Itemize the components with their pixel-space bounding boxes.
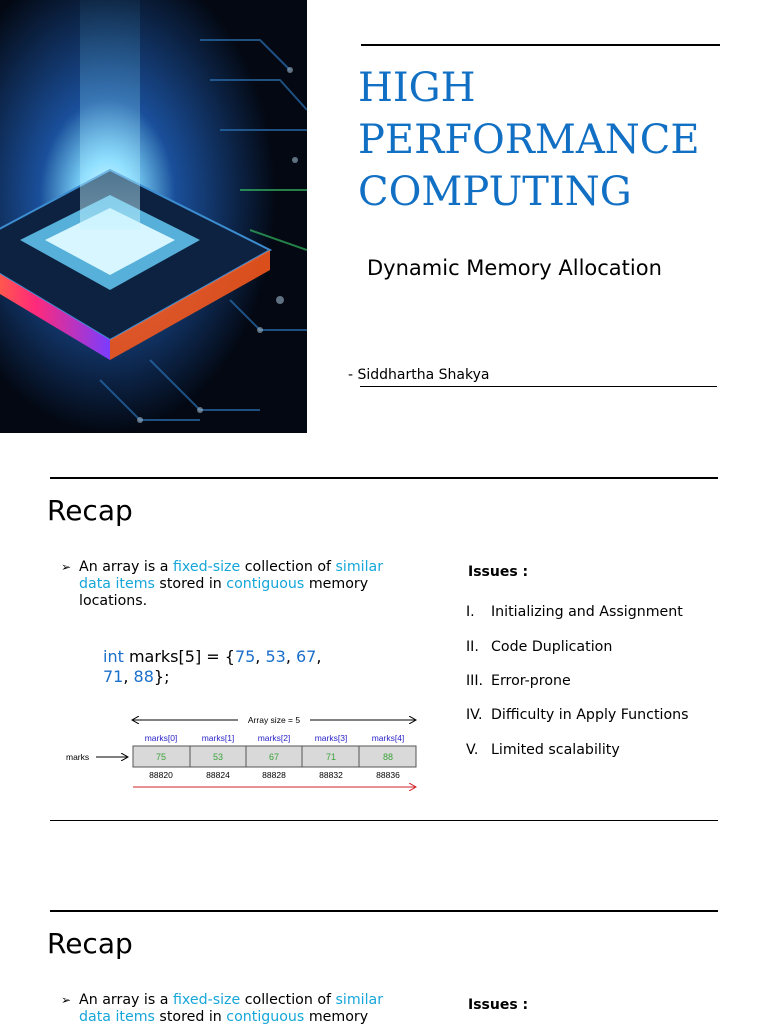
slide-heading: Recap — [47, 927, 133, 960]
index-label: marks[2] — [257, 733, 291, 743]
presentation-title — [358, 62, 738, 218]
bullet-text: An array is a fixed-size collection of similar data items stored in contiguous memory locations. — [79, 559, 384, 609]
memory-address: 88832 — [319, 770, 343, 780]
author-underline — [360, 386, 717, 387]
array-memory-diagram — [60, 710, 430, 800]
bullet-arrow-icon: ➢ — [61, 993, 72, 1007]
issue-item: V. Limited scalability — [466, 742, 620, 758]
cell-value: 75 — [155, 752, 167, 762]
cpu-chip-illustration — [0, 0, 307, 433]
cell-value: 88 — [382, 752, 394, 762]
issues-title: Issues : — [468, 997, 529, 1013]
index-label: marks[1] — [201, 733, 235, 743]
title-line-1: HIGH — [358, 65, 476, 111]
cell-value: 53 — [212, 752, 224, 762]
slide-bottom-rule — [50, 820, 718, 821]
array-declaration-code: int marks[5] = {75, 53, 67, 71, 88}; — [103, 647, 322, 686]
cell-value: 71 — [325, 752, 337, 762]
index-label: marks[0] — [144, 733, 178, 743]
presentation-subtitle: Dynamic Memory Allocation — [367, 256, 662, 280]
code-type-keyword: int — [103, 647, 124, 666]
issue-item: IV. Difficulty in Apply Functions — [466, 707, 689, 723]
issue-item: I. Initializing and Assignment — [466, 604, 683, 620]
title-line-3: COMPUTING — [358, 169, 632, 215]
cover-image — [0, 0, 307, 433]
index-label: marks[3] — [314, 733, 348, 743]
title-top-rule — [361, 44, 720, 46]
memory-address: 88820 — [149, 770, 173, 780]
memory-address: 88828 — [262, 770, 286, 780]
bullet-text: An array is a fixed-size collection of similar data items stored in contiguous memory — [79, 992, 384, 1025]
memory-address: 88824 — [206, 770, 230, 780]
array-size-label: Array size = 5 — [247, 715, 301, 725]
title-line-2: PERFORMANCE — [358, 117, 700, 163]
cell-value: 67 — [268, 752, 280, 762]
array-variable-label: marks — [66, 752, 90, 762]
author-name: - Siddhartha Shakya — [348, 367, 490, 383]
issue-item: III. Error-prone — [466, 673, 571, 689]
issue-item: II. Code Duplication — [466, 639, 613, 655]
array-definition-bullet — [61, 992, 409, 1026]
array-definition-bullet — [61, 559, 409, 610]
issues-title: Issues : — [468, 564, 529, 580]
memory-address: 88836 — [376, 770, 400, 780]
slide-heading: Recap — [47, 494, 133, 527]
index-label: marks[4] — [371, 733, 405, 743]
bullet-arrow-icon: ➢ — [61, 560, 72, 574]
slide-top-rule — [50, 477, 718, 479]
slide-top-rule — [50, 910, 718, 912]
